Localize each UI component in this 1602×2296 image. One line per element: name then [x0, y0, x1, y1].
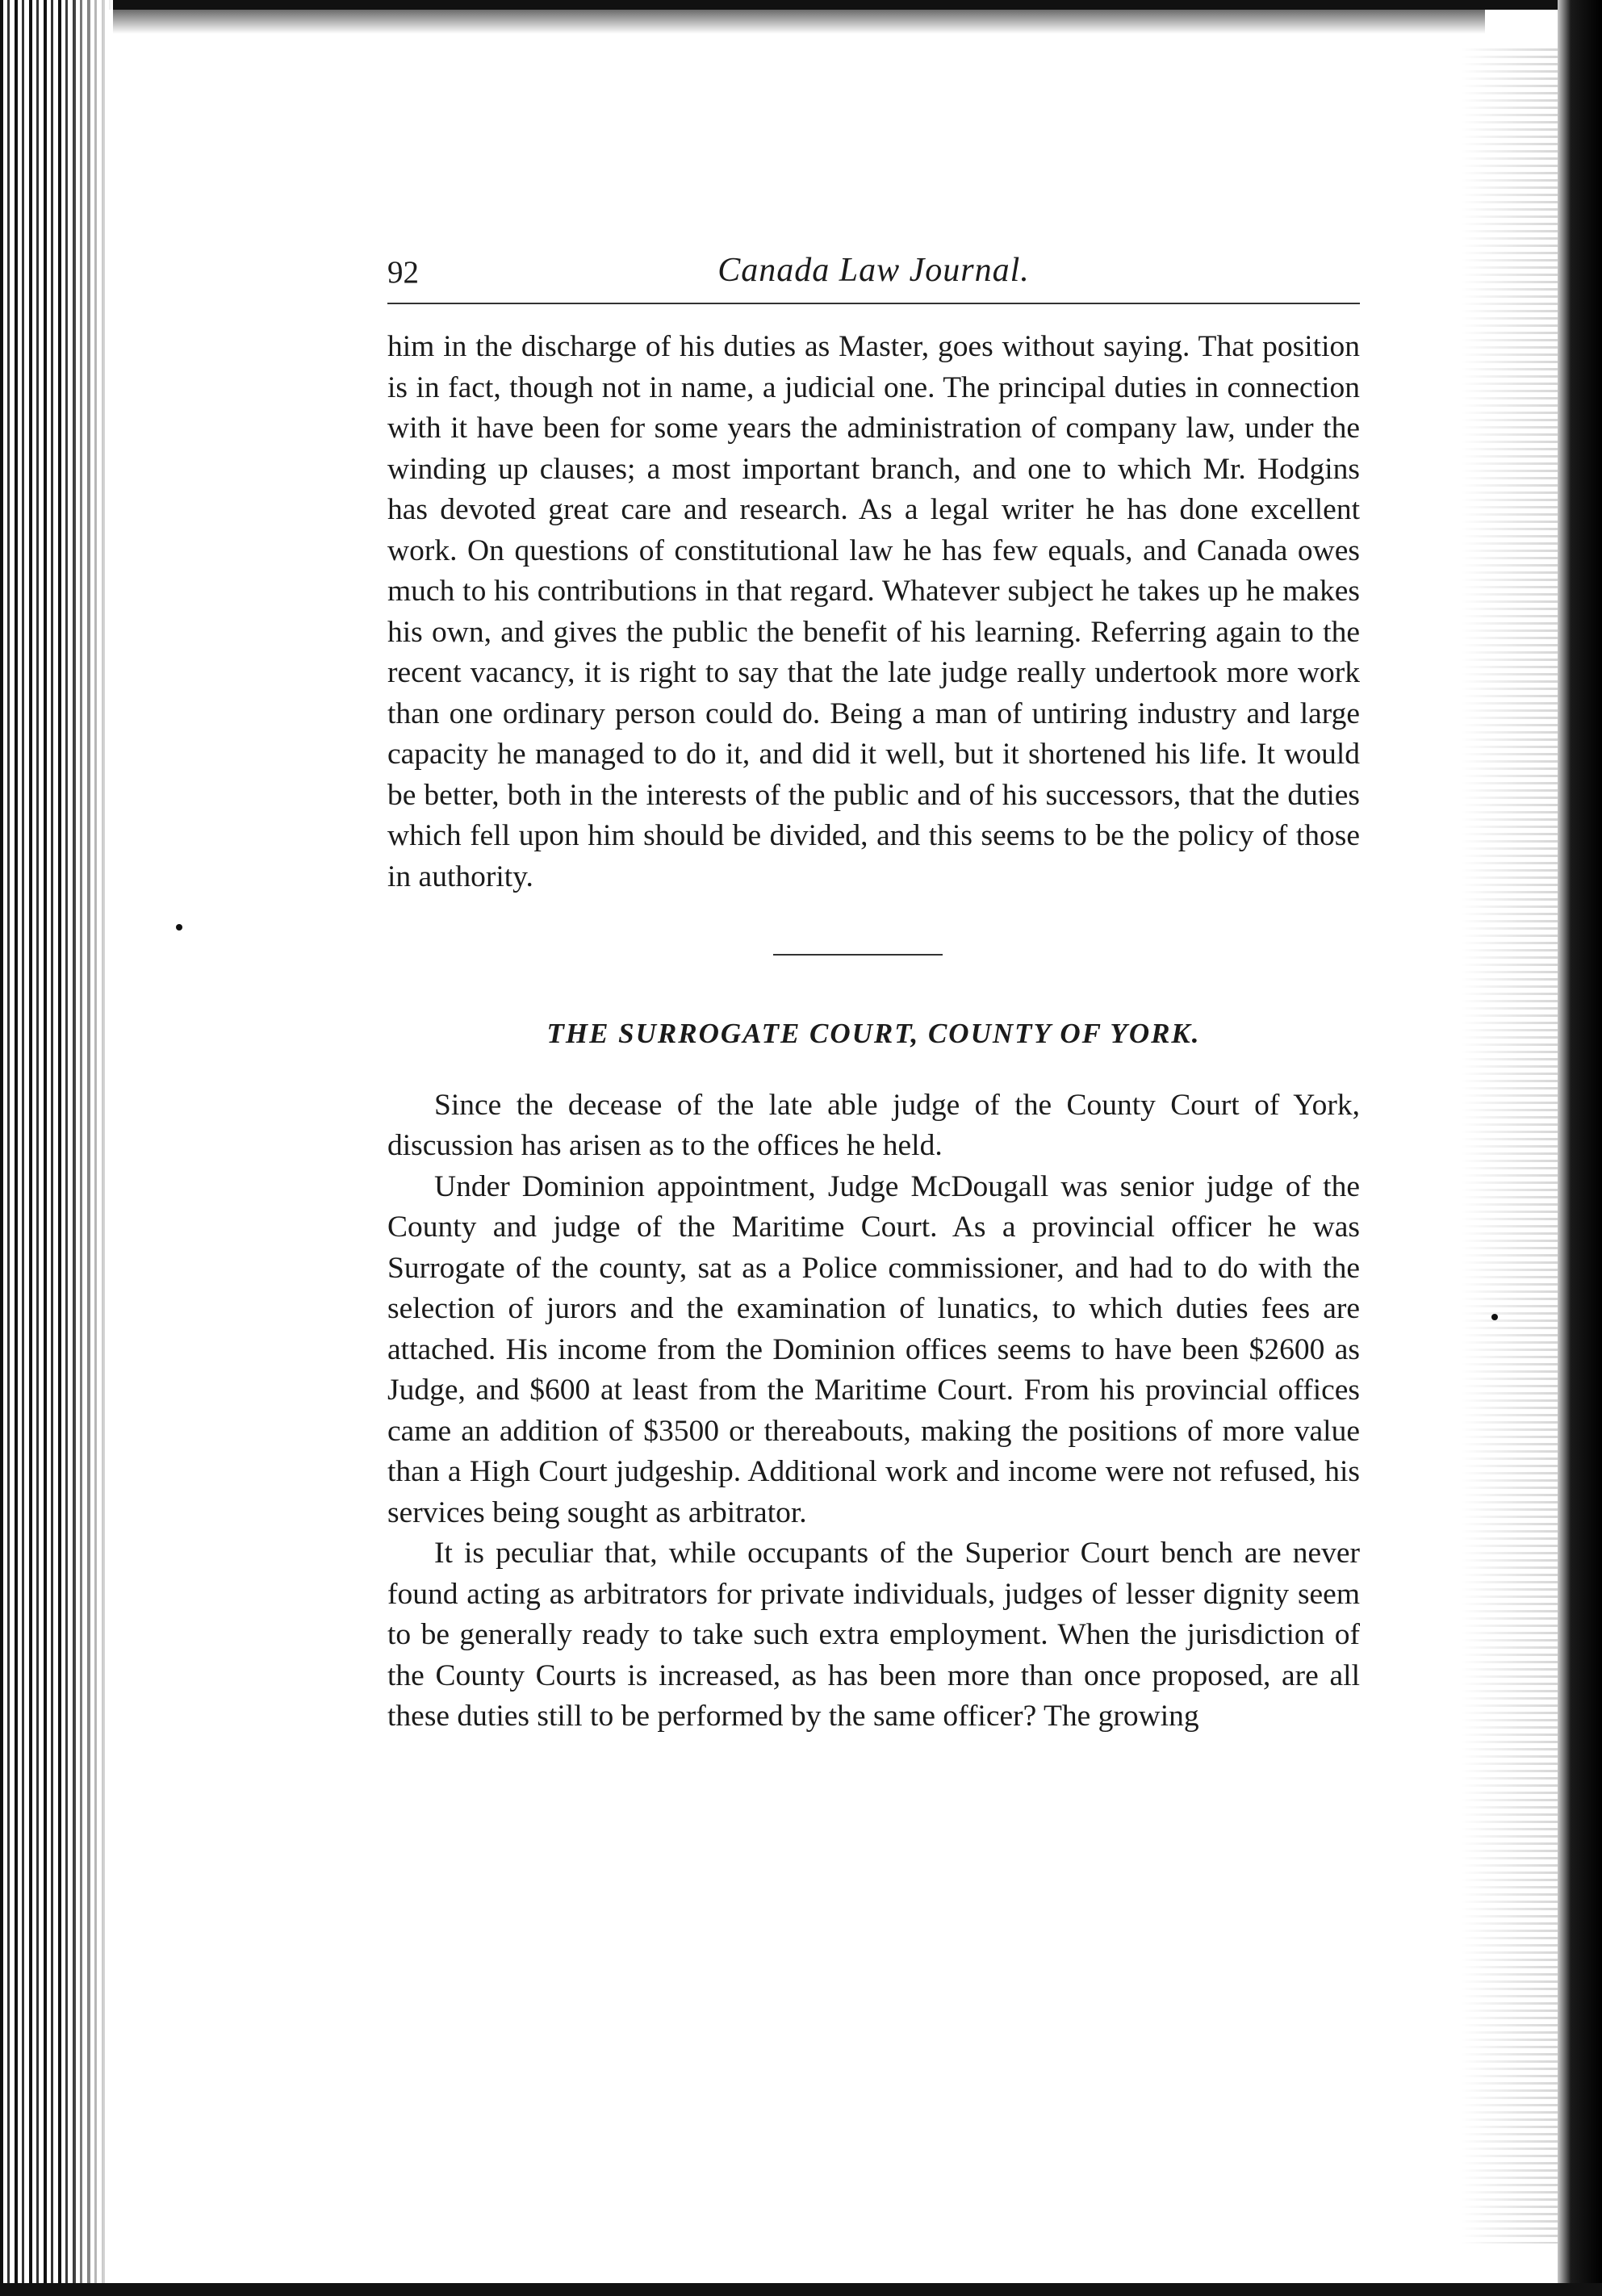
scan-speck — [176, 924, 182, 931]
scan-speckle-right — [1461, 48, 1558, 2244]
scan-edge-bottom — [0, 2283, 1602, 2296]
section-title: THE SURROGATE COURT, COUNTY OF YORK. — [546, 1018, 1201, 1049]
article-body — [387, 327, 1360, 1738]
page-number: 92 — [387, 255, 419, 290]
section-paragraph: Since the decease of the late able judge of the County Court of York, discussion has arisen as to the offices he held. — [387, 1088, 1360, 1162]
scan-speck — [1491, 1314, 1498, 1320]
section-paragraph: Under Dominion appointment, Judge McDougall was senior judge of the County and judge of the Maritime Court. As a provincial officer he was Surrogate of the county, sat as a Police commissioner, and had to do with the selection of jurors and the examination of lunatics, to which duties fees are attached. His income from the Dominion offices seems to have been $2600 as Judge, and $600 at least from the Maritime Court. From his provincial offices came an addition of $3500 or thereabouts, making the positions of more value than a High Court judgeship. Additional work and income were not refused, his services being sought as arbitrator. — [387, 1169, 1360, 1529]
journal-title: Canada Law Journal. — [717, 252, 1030, 289]
running-head — [387, 246, 1360, 304]
scan-edge-top — [0, 0, 1602, 10]
scan-edge-left-fade — [65, 0, 113, 2296]
section-paragraph: It is peculiar that, while occupants of the Superior Court bench are never found acting as arbitrators for private individuals, judges of lesser dignity seem to be generally ready to take such extra employment. When the jurisdiction of the County Courts is increased, as has been more than once proposed, are all these duties still to be performed by the same officer? The growing — [387, 1537, 1360, 1733]
scan-shadow-top — [113, 10, 1485, 34]
journal-page — [387, 246, 1360, 1738]
section-separator — [387, 897, 1360, 1014]
separator-rule — [773, 954, 943, 956]
scan-edge-right — [1558, 0, 1602, 2296]
intro-paragraph: him in the discharge of his duties as Master, goes without saying. That position is in fact, though not in name, a judicial one. The principal duties in connection with it have been for some years the administration of company law, under the winding up clauses; a most important branch, and one to which Mr. Hodgins has devoted great care and research. As a legal writer he has done excellent work. On questions of constitutional law he has few equals, and Canada owes much to his contributions in that regard. Whatever subject he takes up he makes his own, and gives the public the benefit of his learning. Referring again to the recent vacancy, it is right to say that the late judge really undertook more work than one ordinary person could do. Being a man of untiring industry and large capacity he managed to do it, and did it well, but it shortened his life. It would be better, both in the interests of the public and of his successors, that the duties which fell upon him should be divided, and this seems to be the policy of those in authority. — [387, 330, 1360, 893]
